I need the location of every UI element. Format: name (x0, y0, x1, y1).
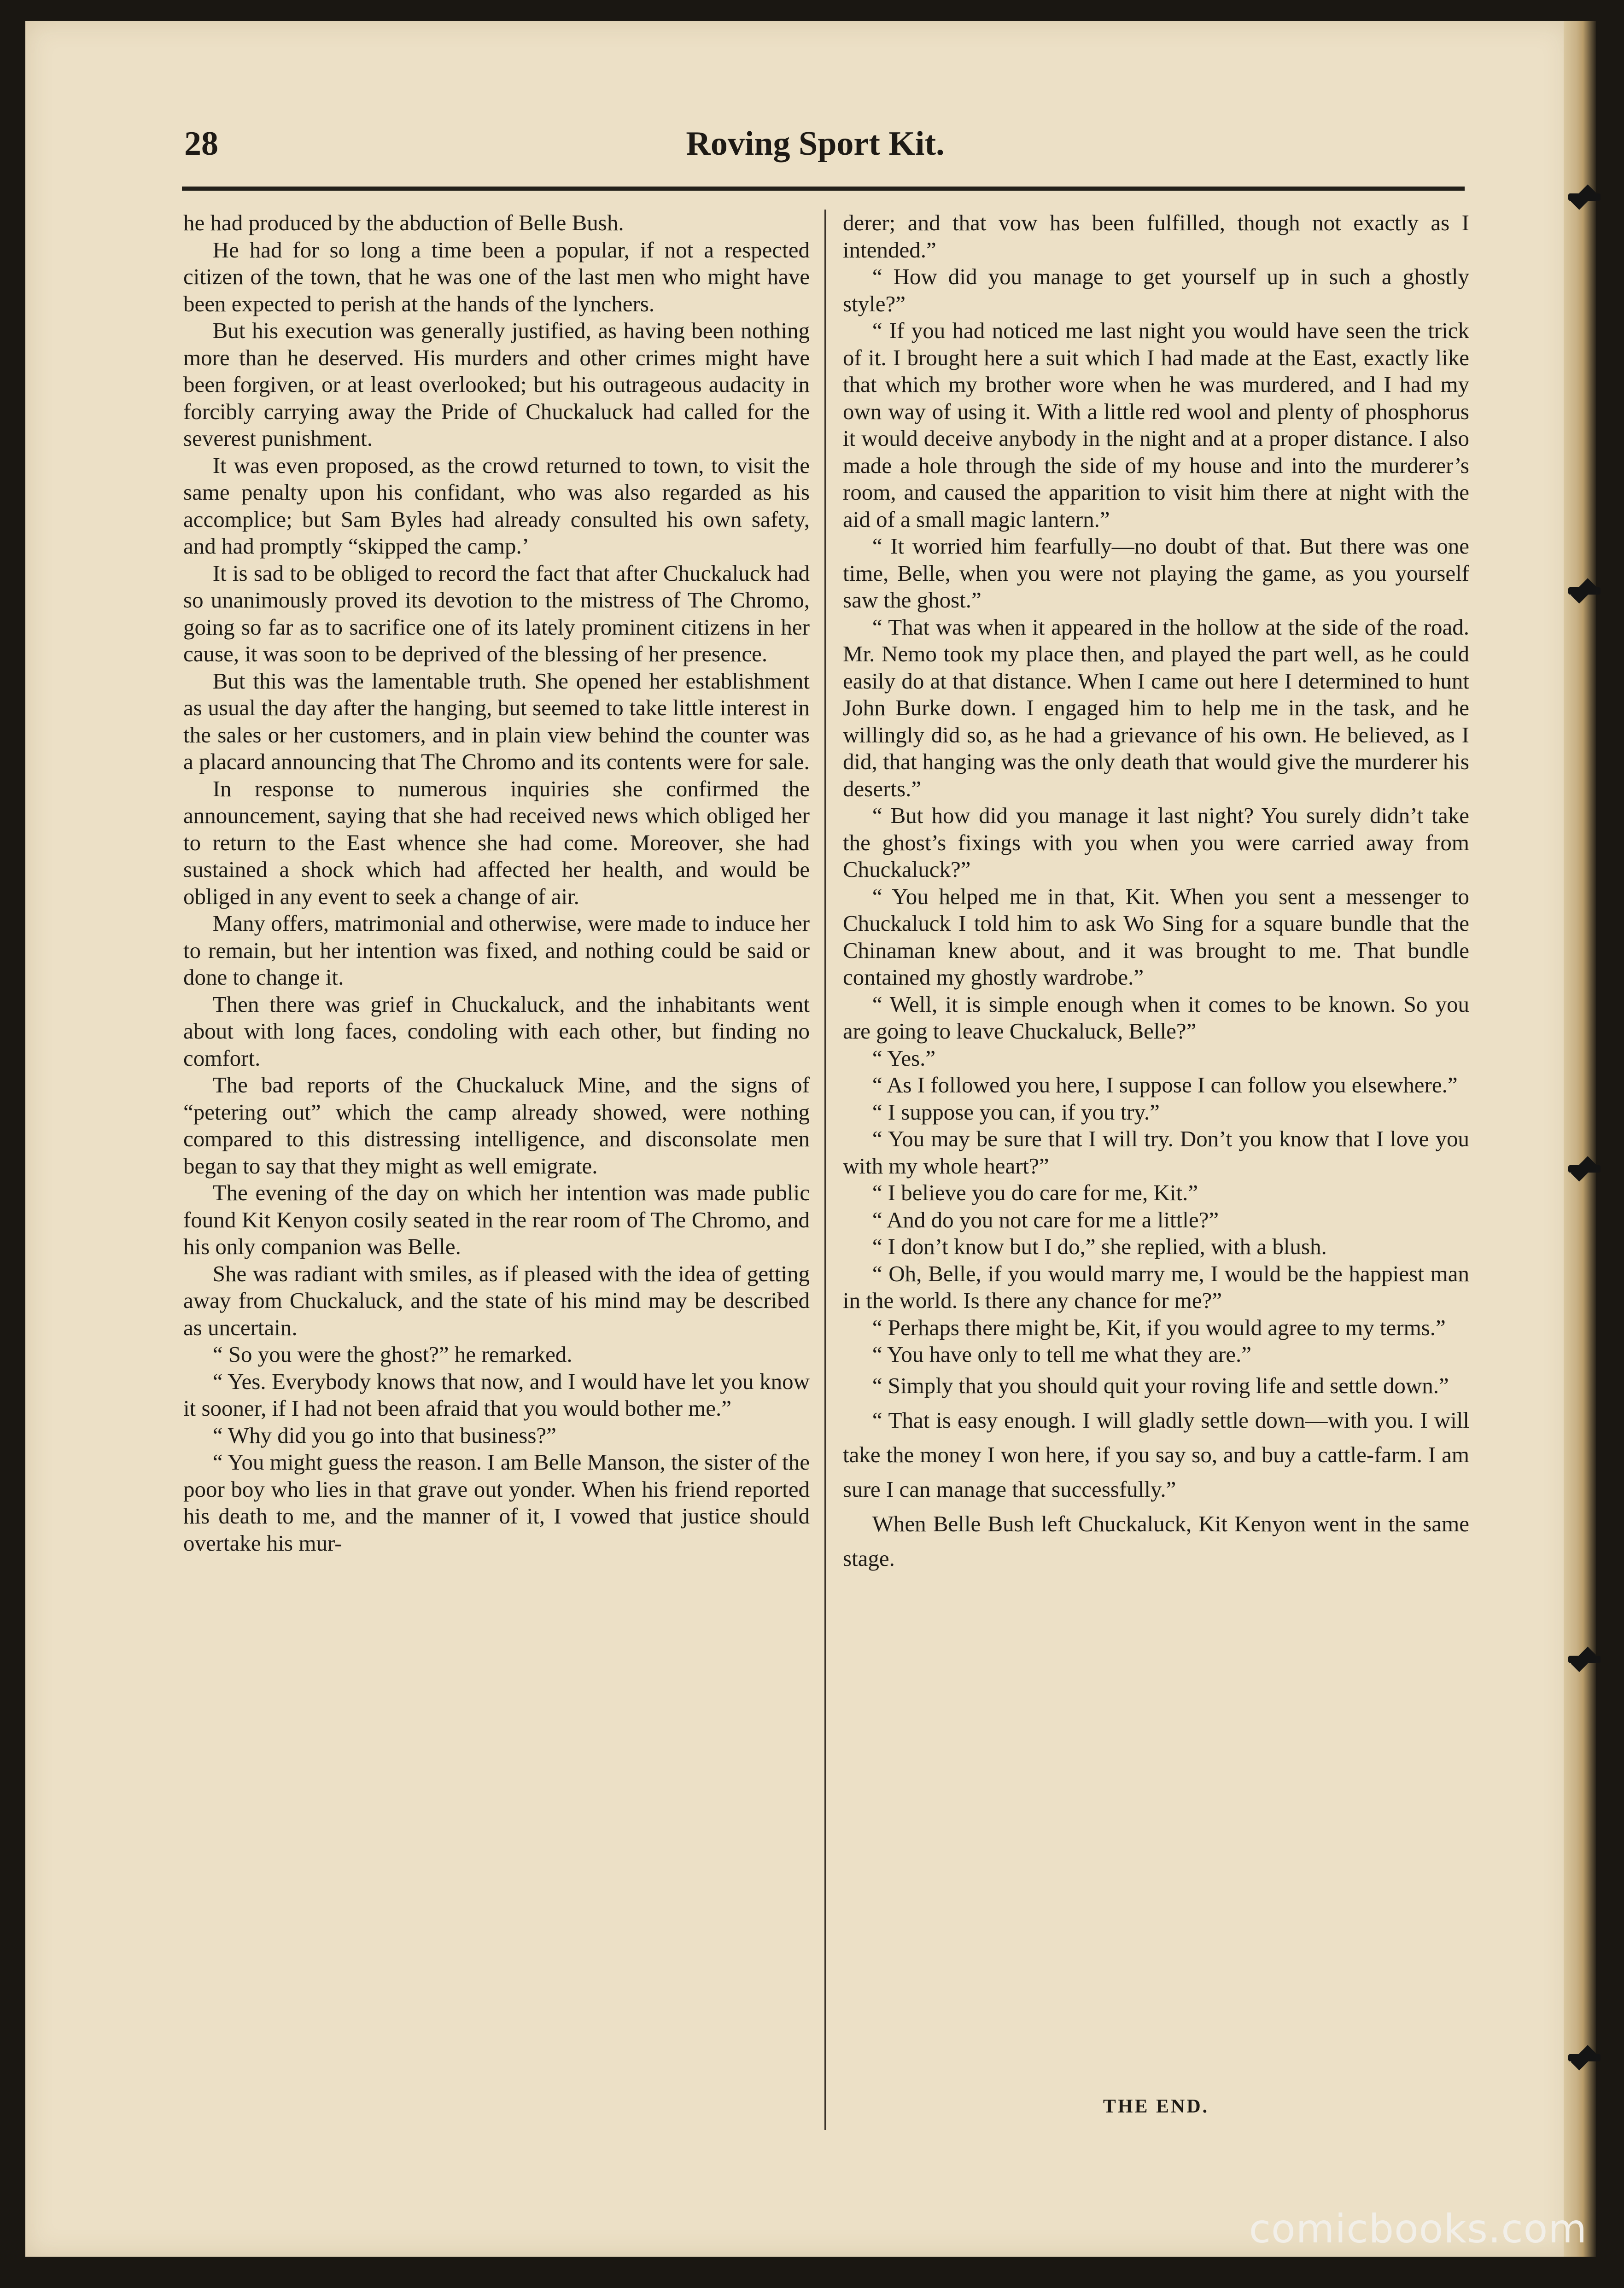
paragraph: “ You helped me in that, Kit. When you sent a messenger to Chuckaluck I told him to ask Wo Sing for a square bundle that the Chinaman knew about, and it was brought to me. That bundle contained my ghostly wardrobe.” (843, 883, 1469, 990)
paragraph: He had for so long a time been a popular, if not a respected citizen of the town, that he was one of the last men who might have been expected to perish at the hands of the lynchers. (183, 237, 810, 316)
paragraph: She was radiant with smiles, as if pleased with the idea of getting away from Chuckaluck, and the state of his mind may be described as uncertain. (183, 1261, 810, 1340)
paragraph: “ It worried him fearfully—no doubt of that. But there was one time, Belle, when you were not playing the game, as you yourself saw the ghost.” (843, 533, 1469, 613)
paragraph: “ That was when it appeared in the hollow at the side of the road. Mr. Nemo took my place then, and played the part well, as he could easily do at that distance. When I came out here I determined to hunt John Burke down. I engaged him to help me in the task, and he willingly did so, as he had a grievance of his own. He believed, as I did, that hanging was the only death that would give the murderer his deserts.” (843, 614, 1469, 801)
paragraph: “ I believe you do care for me, Kit.” (872, 1180, 1198, 1205)
paragraph: “ Perhaps there might be, Kit, if you would agree to my terms.” (872, 1314, 1446, 1340)
paragraph: “ You have only to tell me what they are.” (872, 1342, 1251, 1367)
paragraph: The evening of the day on which her intention was made public found Kit Kenyon cosily seated in the rear room of The Chromo, and his only companion was Belle. (183, 1180, 810, 1259)
page-spine (1564, 21, 1596, 2257)
paragraph: “ Oh, Belle, if you would marry me, I would be the happiest man in the world. Is there any chance for me?” (843, 1261, 1469, 1313)
paragraph: “ Yes.” (872, 1045, 936, 1071)
page-header (161, 124, 1469, 175)
paragraph: “ Simply that you should quit your roving life and settle down.” (872, 1372, 1449, 1398)
paragraph: “ I suppose you can, if you try.” (872, 1099, 1160, 1125)
paragraph: “ How did you manage to get yourself up in such a ghostly style?” (843, 264, 1469, 316)
paragraph: But his execution was generally justified, as having been nothing more than he deserved. His murders and other crimes might have been forgiven, or at least overlooked; but his outrageous audacity in forcibly carrying away the Pride of Chuckaluck had called for the severest punishment. (183, 318, 810, 451)
paragraph: he had produced by the abduction of Belle Bush. (183, 210, 624, 235)
paragraph: Many offers, matrimonial and otherwise, were made to induce her to remain, but her intention was fixed, and nothing could be said or done to change it. (183, 911, 810, 990)
right-column (843, 210, 1469, 1576)
header-rule (182, 187, 1465, 191)
staple-mark-1 (1568, 193, 1601, 201)
paragraph: “ As I followed you here, I suppose I can follow you elsewhere.” (872, 1072, 1458, 1097)
staple-mark-4 (1568, 1656, 1601, 1663)
paragraph: In response to numerous inquiries she confirmed the announcement, saying that she had received news which obliged her to return to the East whence she had come. Moreover, she had sustained a shock which had affected her health, and would be obliged in any event to seek a change of air. (183, 776, 810, 909)
paragraph: “ And do you not care for me a little?” (872, 1207, 1219, 1232)
paragraph: derer; and that vow has been fulfilled, though not exactly as I intended.” (843, 210, 1469, 263)
paragraph: “ You may be sure that I will try. Don’t you know that I love you with my whole heart?” (843, 1126, 1469, 1179)
the-end-label: THE END. (1103, 2096, 1209, 2117)
column-divider (824, 210, 826, 2130)
paragraph: It was even proposed, as the crowd returned to town, to visit the same penalty upon his confidant, who was also regarded as his accomplice; but Sam Byles had already consulted his own safety, and had promptly “skipped the camp.’ (183, 452, 810, 559)
paragraph: The bad reports of the Chuckaluck Mine, and the signs of “petering out” which the camp already showed, were nothing compared to this distressing intelligence, and disconsolate men began to say that they might as well emigrate. (183, 1072, 810, 1179)
paragraph: “ I don’t know but I do,” she replied, with a blush. (872, 1234, 1327, 1259)
running-title: Roving Sport Kit. (686, 125, 945, 163)
paragraph: “ Well, it is simple enough when it comes to be known. So you are going to leave Chuckaluck, Belle?” (843, 991, 1469, 1044)
paragraph: But this was the lamentable truth. She opened her establishment as usual the day after the hanging, but seemed to take little interest in the sales or her customers, and in plain view behind the counter was a placard announcing that The Chromo and its contents were for sale. (183, 668, 810, 774)
paragraph: Then there was grief in Chuckaluck, and the inhabitants went about with long faces, condoling with each other, but finding no comfort. (183, 991, 810, 1071)
paragraph: “ You might guess the reason. I am Belle Manson, the sister of the poor boy who lies in that grave out yonder. When his friend reported his death to me, and the manner of it, I vowed that justice should overtake his mur- (183, 1449, 810, 1556)
paragraph: “ If you had noticed me last night you would have seen the trick of it. I brought here a suit which I had made at the East, exactly like that which my brother wore when he was murdered, and I had my own way of using it. With a little red wool and plenty of phosphorus it would deceive anybody in the night and at a proper distance. I also made a hole through the side of my house and into the murderer’s room, and caused the apparition to visit him there at night with the aid of a small magic lantern.” (843, 318, 1469, 532)
paragraph: It is sad to be obliged to record the fact that after Chuckaluck had so unanimously proved its devotion to the mistress of The Chromo, going so far as to sacrifice one of its lately prominent citizens in her cause, it was soon to be deprived of the blessing of her presence. (183, 560, 810, 666)
left-column (183, 210, 810, 1557)
paragraph: “ Why did you go into that business?” (212, 1422, 556, 1448)
staple-mark-3 (1568, 1165, 1601, 1173)
staple-mark-2 (1568, 587, 1601, 595)
paragraph: “ But how did you manage it last night? You surely didn’t take the ghost’s fixings with you when you were carried away from Chuckaluck?” (843, 803, 1469, 882)
paragraph: “ That is easy enough. I will gladly settle down—with you. I will take the money I won here, if you say so, and buy a cattle-farm. I am sure I can manage that successfully.” (843, 1407, 1469, 1502)
paragraph: “ So you were the ghost?” he remarked. (212, 1342, 572, 1367)
watermark: comicbooks.com (1249, 2206, 1587, 2252)
paragraph: When Belle Bush left Chuckaluck, Kit Kenyon went in the same stage. (843, 1511, 1469, 1571)
paragraph: “ Yes. Everybody knows that now, and I would have let you know it sooner, if I had not been afraid that you would bother me.” (183, 1368, 810, 1421)
staple-mark-5 (1568, 2054, 1601, 2061)
page-number: 28 (184, 125, 218, 163)
